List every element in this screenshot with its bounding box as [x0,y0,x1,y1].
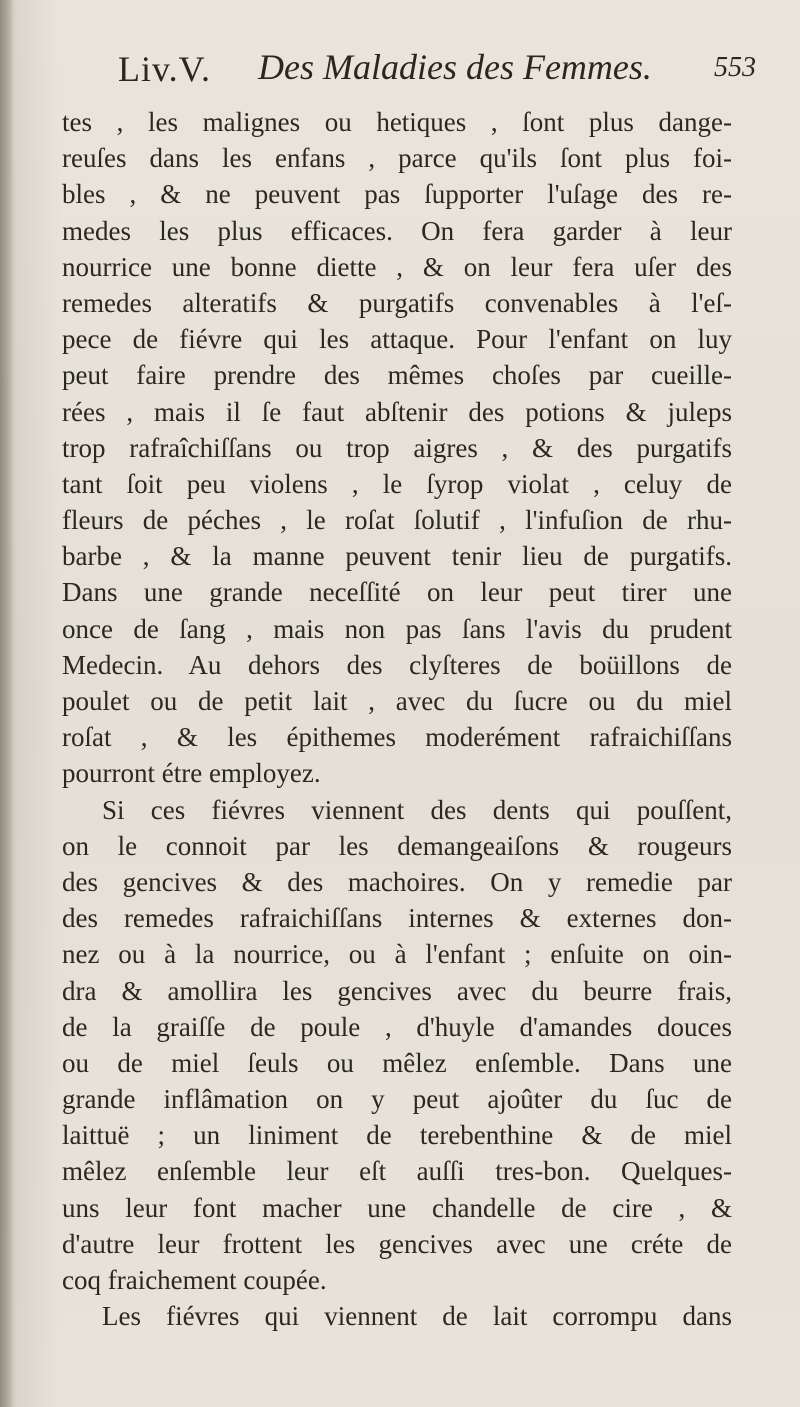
text-line: Les fiévres qui viennent de lait corrompu dans [102,1301,732,1332]
text-line: tes , les malignes ou hetiques , ſont plus dange- [62,107,732,137]
running-head-title: Des Maladies des Femmes. [258,47,652,87]
text-line: Medecin. Au dehors des clyſteres de boüillons de [62,649,732,680]
text-line: nez ou à la nourrice, ou à l'enfant ; enſuite on oin- [62,939,732,970]
text-line: nourrice une bonne diette , & on leur fera uſer des [62,251,732,282]
text-line: coq fraichement coupée. [62,1265,327,1295]
text-line: barbe , & la manne peuvent tenir lieu de purgatifs. [62,541,732,572]
page-number: 553 [714,52,756,83]
text-line: laittuë ; un liniment de terebenthine & de miel [62,1120,732,1151]
text-line: roſat , & les épithemes moderément rafraichiſſans [62,722,732,753]
text-line: mêlez enſemble leur eſt auſſi tres-bon. Quelques- [62,1156,732,1187]
text-line: reuſes dans les enfans , parce qu'ils ſont plus foi- [62,143,732,174]
text-line: medes les plus efficaces. On fera garder à leur [62,215,732,246]
text-line: peut faire prendre des mêmes choſes par cueille- [62,360,732,391]
page-gutter-shadow [0,0,14,1407]
text-line: Dans une grande neceſſité on leur peut tirer une [62,577,732,608]
text-line: bles , & ne peuvent pas ſupporter l'uſage des re- [62,179,732,210]
text-line: dra & amollira les gencives avec du beurre frais, [62,975,732,1006]
text-line: rées , mais il ſe faut abſtenir des potions & juleps [62,396,732,427]
body-text [62,104,732,1334]
text-line: des remedes rafraichiſſans internes & externes don- [62,903,732,934]
text-line: tant ſoit peu violens , le ſyrop violat , celuy de [62,468,732,499]
text-line: poulet ou de petit lait , avec du ſucre ou du miel [62,686,732,716]
running-head-book-number: Liv.V. [118,49,212,89]
text-line: remedes alteratifs & purgatifs convenables à l'eſ- [62,287,732,318]
running-head [118,42,758,102]
text-line: once de ſang , mais non pas ſans l'avis du prudent [62,613,732,644]
text-line: d'autre leur frottent les gencives avec une créte de [62,1228,732,1259]
text-line: grande inflâmation on y peut ajoûter du ſuc de [62,1084,732,1115]
text-line: uns leur font macher une chandelle de cire , & [62,1192,732,1223]
text-line: des gencives & des machoires. On y remedie par [62,866,732,897]
text-line: trop rafraîchiſſans ou trop aigres , & des purgatifs [62,432,732,463]
text-line: Si ces fiévres viennent des dents qui pouſſent, [102,794,732,825]
text-line: on le connoit par les demangeaiſons & rougeurs [62,830,732,861]
text-line: pourront étre employez. [62,758,321,789]
text-line: fleurs de péches , le roſat ſolutif , l'infuſion de rhu- [62,505,732,536]
text-line: ou de miel ſeuls ou mêlez enſemble. Dans une [62,1047,732,1078]
text-line: pece de fiévre qui les attaque. Pour l'enfant on luy [62,324,732,355]
text-line: de la graiſſe de poule , d'huyle d'amandes douces [62,1011,732,1042]
